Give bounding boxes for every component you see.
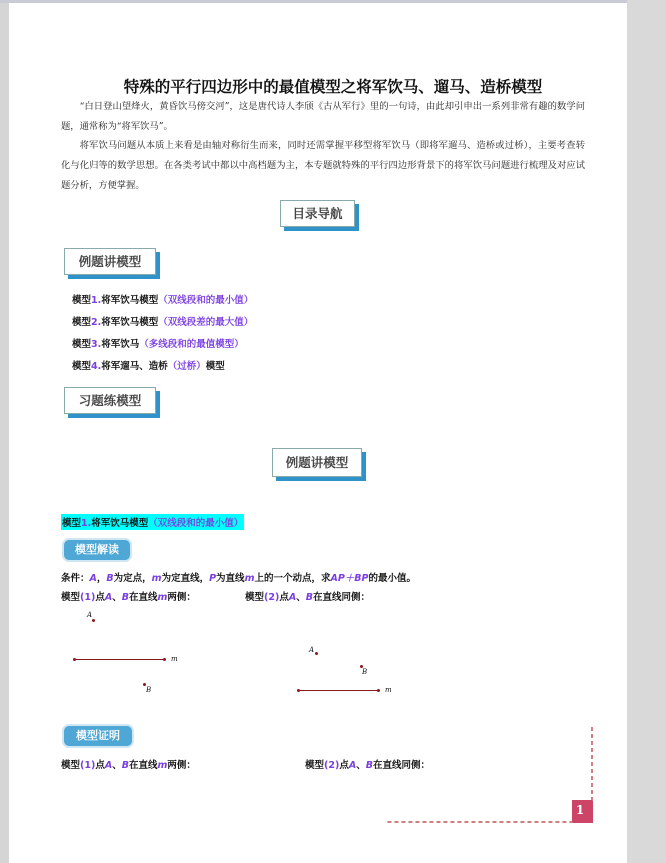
- t: A: [104, 760, 113, 771]
- t: 两侧：: [167, 592, 196, 603]
- toc-prefix: 模型: [72, 361, 92, 372]
- model1-heading: [61, 514, 244, 530]
- case2-caption: [245, 589, 370, 603]
- var-m: m: [244, 573, 255, 584]
- intro-paragraph-2: 将军饮马问题从本质上来看是由轴对称衍生而来，同时还需掌握平移型将军饮马（即将军遛马、造桥或过桥），主要考查转化与化归等的数学思想。在各类考试中都以中高档题为主，本专题就特殊的平行四边形背景下的将军饮马问题进行梳理及对应试题分析，方便掌握。: [61, 140, 585, 191]
- case1-caption: [61, 589, 196, 603]
- t: 点: [95, 592, 105, 603]
- fig1-line-m: [75, 659, 165, 660]
- toc-item-1[interactable]: [72, 292, 253, 306]
- page-title: 特殊的平行四边形中的最值模型之将军饮马、遛马、造桥模型: [123, 77, 543, 96]
- fig1-label-b: B: [146, 686, 152, 694]
- toc-text: 将军饮马: [101, 339, 140, 350]
- condition-label: 条件：: [61, 573, 90, 584]
- right-gutter: [627, 0, 666, 863]
- fig1-label-m: m: [171, 655, 178, 663]
- t: 两侧：: [167, 760, 196, 771]
- t: 模型: [305, 760, 325, 771]
- t: B: [305, 592, 313, 603]
- t: B: [121, 760, 129, 771]
- toc-suffix: 模型: [205, 361, 225, 372]
- toc-paren: （双线段和的最小值）: [158, 295, 254, 306]
- t: 、: [356, 760, 366, 771]
- heading-num: 1.: [81, 518, 92, 529]
- t: 模型: [61, 592, 81, 603]
- expression: AP＋BP: [330, 573, 369, 584]
- toc-item-3[interactable]: [72, 336, 244, 350]
- t: 在直线同侧：: [372, 760, 430, 771]
- t: A: [348, 760, 357, 771]
- t: 点: [279, 592, 289, 603]
- model-proof-pill: 模型证明: [64, 726, 132, 746]
- toc-prefix: 模型: [72, 295, 92, 306]
- t: (2): [264, 592, 280, 603]
- t: A: [104, 592, 113, 603]
- proof-case1-caption: [61, 757, 196, 771]
- toc-num: 1.: [91, 295, 102, 306]
- t: (1): [80, 760, 96, 771]
- dashed-border: [385, 727, 592, 822]
- toc-num: 2.: [91, 317, 102, 328]
- toc-prefix: 模型: [72, 339, 92, 350]
- var-p: P: [209, 573, 217, 584]
- text: 上的一个动点，求: [254, 573, 331, 584]
- t: 在直线: [128, 760, 158, 771]
- text: 为定点，: [113, 573, 152, 584]
- section-exercises-badge: 习题练模型: [64, 387, 156, 414]
- heading-paren: （双线段和的最小值）: [148, 518, 244, 529]
- section-examples-badge-2: 例题讲模型: [272, 448, 362, 477]
- t: A: [288, 592, 297, 603]
- toc-text: 将军饮马模型: [101, 317, 159, 328]
- t: 、: [112, 760, 122, 771]
- t: (2): [324, 760, 340, 771]
- fig2-label-b: B: [362, 668, 368, 676]
- fig2-line-end-right: [377, 689, 380, 692]
- page-number: 1: [575, 803, 585, 817]
- fig1-line-end-right: [163, 658, 166, 661]
- toc-num: 4.: [91, 361, 102, 372]
- toc-item-4[interactable]: [72, 358, 225, 372]
- t: 点: [339, 760, 349, 771]
- t: m: [157, 592, 168, 603]
- fig1-point-a: [92, 619, 95, 622]
- toc-item-2[interactable]: [72, 314, 253, 328]
- heading-prefix: 模型: [62, 518, 82, 529]
- fig1-line-end-left: [73, 658, 76, 661]
- fig1-label-a: A: [87, 611, 93, 619]
- toc-prefix: 模型: [72, 317, 92, 328]
- t: B: [121, 592, 129, 603]
- var-m: m: [151, 573, 162, 584]
- toc-text: 将军遛马、造桥: [101, 361, 168, 372]
- toc-paren: （双线段差的最大值）: [158, 317, 254, 328]
- page-corner-ornament: [380, 725, 600, 830]
- comma: ，: [96, 573, 107, 584]
- toc-num: 3.: [91, 339, 102, 350]
- fig2-label-m: m: [385, 686, 392, 694]
- section-examples-badge: 例题讲模型: [64, 248, 156, 275]
- text: 为直线: [216, 573, 245, 584]
- heading-text: 将军饮马模型: [91, 518, 149, 529]
- nav-title-badge: 目录导航: [280, 200, 355, 227]
- fig2-line-m: [299, 690, 379, 691]
- condition-line: [61, 570, 416, 584]
- t: 模型: [245, 592, 265, 603]
- var-a: A: [89, 573, 97, 584]
- toc-paren: （多线段和的最值模型）: [139, 339, 244, 350]
- t: B: [365, 760, 373, 771]
- t: 在直线: [128, 592, 158, 603]
- t: 点: [95, 760, 105, 771]
- fig2-point-a: [315, 652, 318, 655]
- t: 、: [296, 592, 306, 603]
- fig2-label-a: A: [309, 646, 315, 654]
- intro-paragraph-1: “白日登山望烽火，黄昏饮马傍交河”，这是唐代诗人李颀《古从军行》里的一句诗，由此却引申出一系列非常有趣的数学问题，通常称为“将军饮马”。: [61, 101, 585, 132]
- t: 在直线同侧：: [312, 592, 370, 603]
- model-explain-pill: 模型解读: [64, 540, 130, 560]
- t: m: [157, 760, 168, 771]
- text: 的最小值。: [368, 573, 417, 584]
- var-b: B: [106, 573, 114, 584]
- text: 为定直线，: [161, 573, 210, 584]
- fig2-line-end-left: [297, 689, 300, 692]
- t: 模型: [61, 760, 81, 771]
- toc-text: 将军饮马模型: [101, 295, 159, 306]
- toc-paren: （过桥）: [167, 361, 206, 372]
- t: (1): [80, 592, 96, 603]
- t: 、: [112, 592, 122, 603]
